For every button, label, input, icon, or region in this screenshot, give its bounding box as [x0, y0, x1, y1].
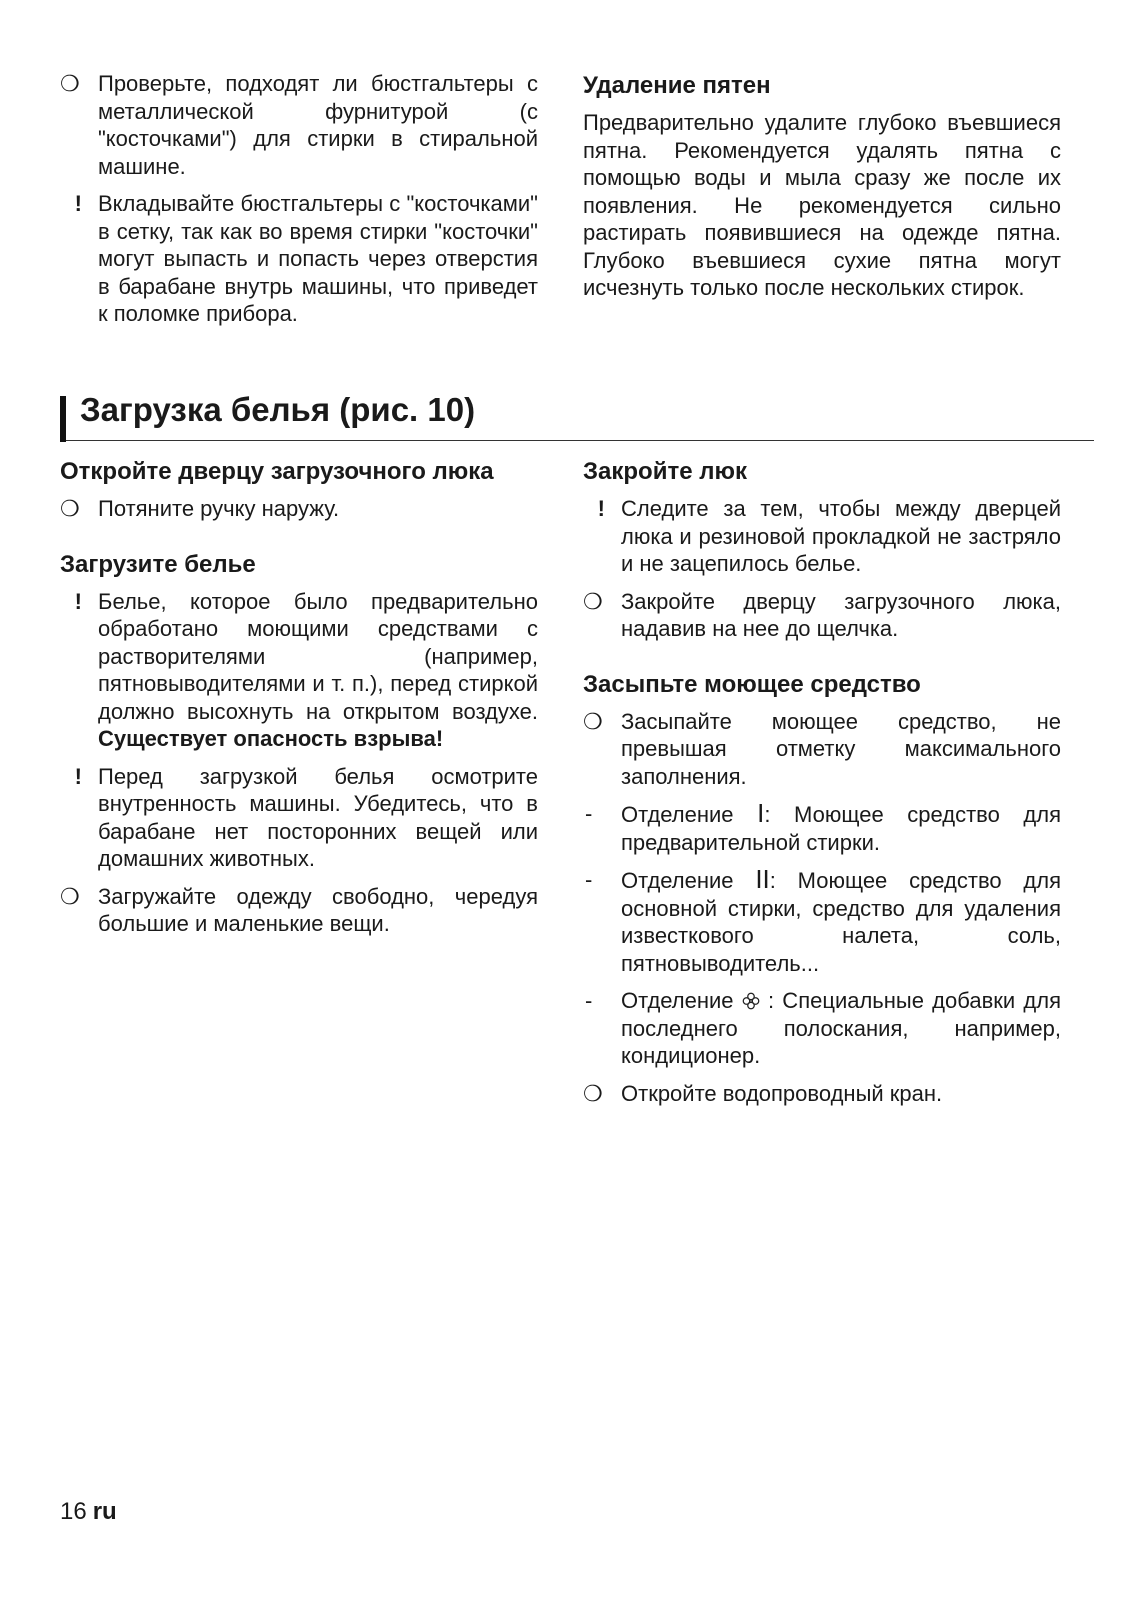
circle-bullet-icon: ❍ — [583, 1080, 603, 1106]
warning-icon: ! — [597, 496, 605, 521]
circle-bullet-icon: ❍ — [583, 588, 603, 614]
dash-bullet-icon: - — [585, 801, 593, 826]
list-item — [60, 883, 538, 938]
stains-heading: Удаление пятен — [583, 72, 771, 99]
dash-bullet-icon: - — [585, 867, 593, 892]
list-item — [60, 70, 538, 180]
page-number: 16 — [60, 1498, 87, 1525]
compartment-i-text: : Моющее средство для предварительной стирки. — [621, 802, 1061, 855]
circle-bullet-icon: ❍ — [60, 71, 80, 96]
load-loosely-text: Загружайте одежду свободно, чередуя большие и маленькие вещи. — [98, 883, 538, 936]
circle-bullet-icon: ❍ — [583, 708, 603, 734]
warning-item — [60, 763, 538, 873]
compartment-ii-text: : Моющее средство для основной стирки, средство для удаления известкового налета, соль, пятновыводитель... — [621, 868, 1061, 976]
explosion-warning: Существует опасность взрыва! — [98, 726, 444, 751]
compartment-i-mark: I — [757, 798, 765, 828]
compartment-label: Отделение — [621, 868, 756, 893]
close-heading: Закройте люк — [583, 458, 747, 485]
warning-icon: ! — [74, 588, 82, 614]
compartment-softener-text: : Специальные добавки для последнего полоскания, например, кондиционер. — [621, 988, 1061, 1068]
circle-bullet-icon: ❍ — [60, 496, 80, 521]
dash-bullet-icon: - — [585, 988, 593, 1013]
compartment-label: Отделение — [621, 802, 758, 827]
warning-item — [583, 495, 1061, 578]
section-bar — [60, 396, 66, 442]
language-code: ru — [92, 1498, 117, 1525]
bottom-left-column — [60, 458, 538, 948]
load-heading: Загрузите белье — [60, 550, 256, 578]
list-item — [60, 495, 538, 523]
section-heading — [60, 390, 1094, 441]
top-right-column — [583, 72, 1061, 302]
bra-net-text: Вкладывайте бюстгальтеры с "косточками" в сетку, так как во время стирки "косточки" могут выпасть и попасть через отверстия в барабане внутрь машины, что приведет к поломке прибора. — [98, 191, 538, 326]
open-tap-text: Откройте водопроводный кран. — [621, 1080, 943, 1106]
bra-check-text: Проверьте, подходят ли бюстгальтеры с металлической фурнитурой (с "косточками") для стирки в стиральной машине. — [98, 71, 538, 179]
compartment-ii-mark: II — [755, 864, 770, 894]
warning-icon: ! — [74, 763, 82, 789]
stains-text: Предварительно удалите глубоко въевшиеся пятна. Рекомендуется удалять пятна с помощью воды и мыла сразу же после их появления. Не рекомендуется сильно растирать появившиеся на одежде пятна. Глубоко въевшиеся сухие пятна могут исчезнуть только после нескольких стирок. — [583, 110, 1061, 300]
flower-softener-icon — [742, 992, 760, 1010]
circle-bullet-icon: ❍ — [60, 883, 80, 909]
warning-icon: ! — [74, 191, 82, 216]
list-item — [583, 708, 1061, 791]
section-title: Загрузка белья (рис. 10) — [80, 391, 476, 428]
open-door-heading: Откройте дверцу загрузочного люка — [60, 458, 494, 485]
compartment-item — [583, 987, 1061, 1070]
compartment-item — [583, 800, 1061, 856]
compartment-item — [583, 866, 1061, 977]
warning-item — [60, 588, 538, 753]
close-door-text: Закройте дверцу загрузочного люка, надавив на нее до щелчка. — [621, 588, 1061, 641]
page-footer — [60, 1498, 117, 1526]
top-left-column — [60, 70, 538, 338]
solvent-warning-text: Белье, которое было предварительно обработано моющими средствами с растворителями (например, пятновыводителями и т. п.), перед стиркой должно высохнуть на открытом воздухе. — [98, 588, 538, 724]
bottom-right-column — [583, 458, 1061, 1117]
list-item — [583, 588, 1061, 643]
warning-item — [60, 190, 538, 328]
seal-warning-text: Следите за тем, чтобы между дверцей люка и резиновой прокладкой не застряло и не зацепилось белье. — [621, 496, 1061, 576]
detergent-text: Засыпайте моющее средство, не превышая отметку максимального заполнения. — [621, 708, 1061, 789]
list-item — [583, 1080, 1061, 1108]
compartment-label: Отделение — [621, 988, 742, 1013]
detergent-heading: Засыпьте моющее средство — [583, 670, 921, 698]
inspect-drum-text: Перед загрузкой белья осмотрите внутренность машины. Убедитесь, что в барабане нет посторонних вещей или домашних животных. — [98, 763, 538, 871]
open-door-text: Потяните ручку наружу. — [98, 496, 340, 521]
